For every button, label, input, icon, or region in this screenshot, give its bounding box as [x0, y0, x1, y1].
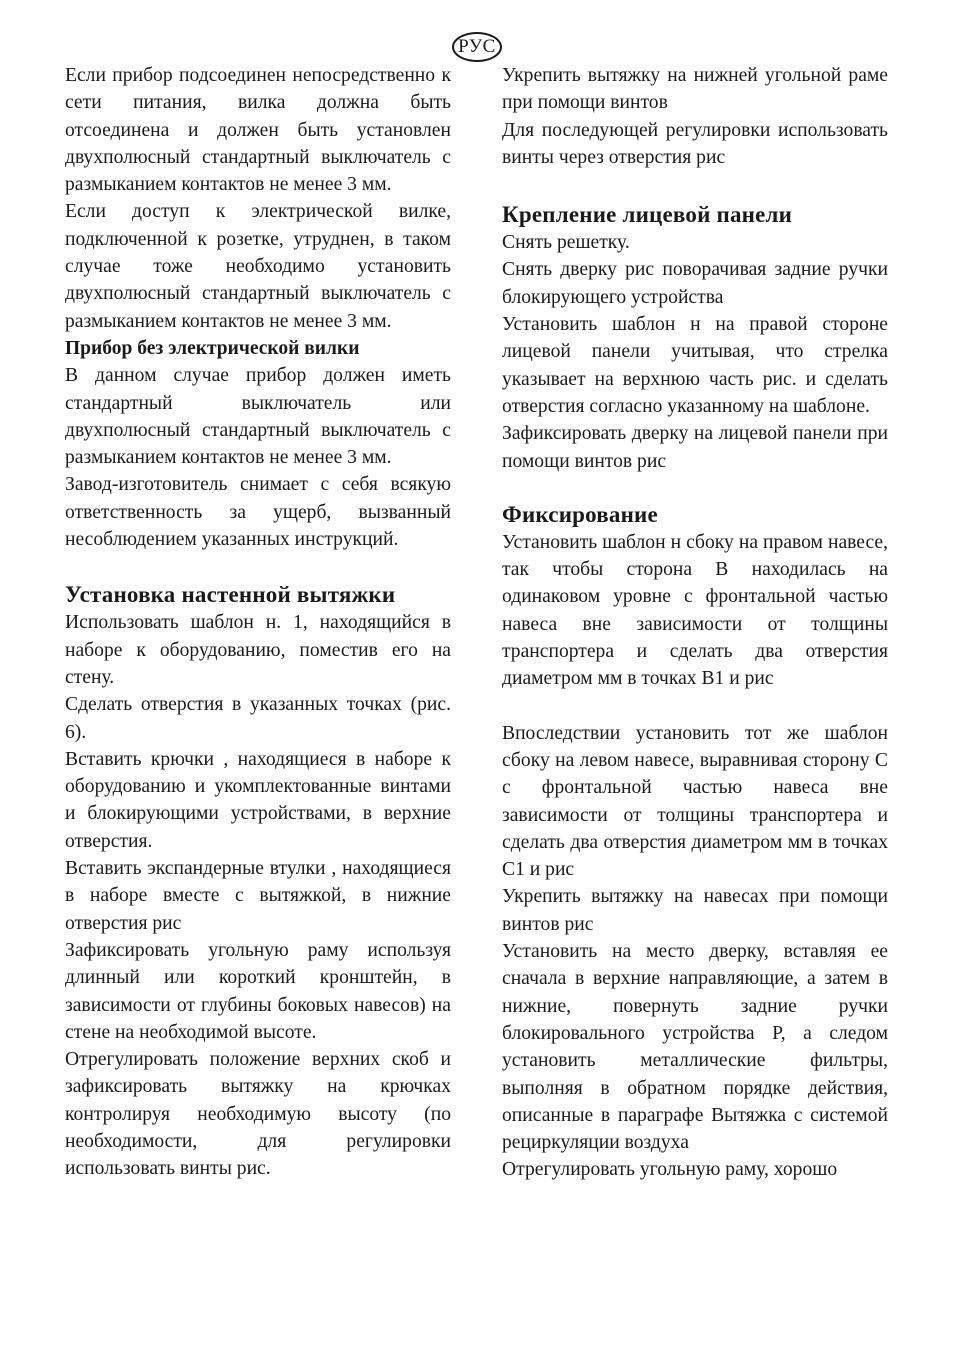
- paragraph-direct-connection: Если прибор подсоединен непосредственно к сети питания, вилка должна быть отсоединена и должен быть установлен двухполюсный стандартный выключатель с размыканием контактов не менее 3 мм.: [65, 65, 451, 196]
- paragraph-adjust-frame: Отрегулировать угольную раму, хорошо: [502, 1159, 838, 1181]
- paragraph-remove-door: Снять дверку рис поворачивая задние ручки блокирующего устройства: [502, 259, 888, 308]
- paragraph-reinstall-door: Установить на место дверку, вставляя ее сначала в верхние направляющие, а затем в нижние, повернуть задние ручки блокировального устройства P, а следом установить металлические фильтры, выполняя в обратном порядке действия, описанные в параграфе Вытяжка с системой рециркуляции воздуха: [502, 941, 888, 1154]
- paragraph-left-canopy: Впоследствии установить тот же шаблон сбоку на левом навесе, выравнивая сторону C с фронтальной частью навеса вне зависимости от толщины транспортера и сделать два отверстия диаметром мм в точках C1 и рис: [502, 722, 888, 881]
- paragraph-insert-hooks: Вставить крючки , находящиеся в наборе к оборудованию и укомплектованные винтами и блокирующими устройствами, в верхние отверстия.: [65, 748, 451, 852]
- paragraph-drill-holes: Сделать отверстия в указанных точках (рис. 6).: [65, 694, 451, 743]
- right-column: [502, 62, 888, 1184]
- paragraph-liability: Завод-изготовитель снимает с себя всякую ответственность за ущерб, вызванный несоблюдением указанных инструкций.: [65, 474, 451, 551]
- paragraph-template: Использовать шаблон н. 1, находящийся в наборе к оборудованию, поместив его на стену.: [65, 612, 451, 688]
- paragraph-secure-hood: Укрепить вытяжку на нижней угольной раме при помощи винтов: [502, 65, 888, 114]
- paragraph-adjustment-screws: Для последующей регулировки использовать винты через отверстия рис: [502, 119, 888, 168]
- subheading-no-plug: Прибор без электрической вилки: [65, 337, 360, 359]
- paragraph-secure-canopies: Укрепить вытяжку на навесах при помощи винтов рис: [502, 886, 888, 935]
- paragraph-fix-door: Зафиксировать дверку на лицевой панели при помощи винтов рис: [502, 423, 888, 472]
- heading-wall-installation: Установка настенной вытяжки: [65, 582, 396, 608]
- paragraph-adjust-brackets: Отрегулировать положение верхних скоб и зафиксировать вытяжку на крючках контролируя необходимую высоту (по необходимости, для регулировки использовать винты рис.: [65, 1049, 451, 1180]
- left-column: [65, 62, 451, 1183]
- heading-front-panel: Крепление лицевой панели: [502, 202, 793, 228]
- paragraph-plug-access: Если доступ к электрической вилке, подключенной к розетке, утруднен, в таком случае тоже необходимо установить двухполюсный стандартный выключатель с размыканием контактов не менее 3 мм.: [65, 201, 451, 332]
- paragraph-switch-required: В данном случае прибор должен иметь стандартный выключатель или двухполюсный стандартный выключатель с размыканием контактов не менее 3 мм.: [65, 365, 451, 469]
- heading-fixing: Фиксирование: [502, 501, 658, 527]
- paragraph-right-canopy: Установить шаблон н сбоку на правом навесе, так чтобы сторона B находилась на одинаковом уровне с фронтальной частью навеса вне зависимости от толщины транспортера и сделать два отверстия диаметром мм в точках B1 и рис: [502, 531, 888, 690]
- paragraph-panel-template: Установить шаблон н на правой стороне лицевой панели учитывая, что стрелка указывает на верхнюю часть рис. и сделать отверстия согласно указанному на шаблоне.: [502, 314, 888, 417]
- paragraph-remove-grille: Снять решетку.: [502, 232, 630, 254]
- language-badge: РУС: [452, 32, 502, 62]
- paragraph-expansion-plugs: Вставить экспандерные втулки , находящиеся в наборе вместе с вытяжкой, в нижние отверстия рис: [65, 858, 451, 934]
- paragraph-fix-frame: Зафиксировать угольную раму используя длинный или короткий кронштейн, в зависимости от глубины боковых навесов) на стене на необходимой высоте.: [65, 939, 451, 1043]
